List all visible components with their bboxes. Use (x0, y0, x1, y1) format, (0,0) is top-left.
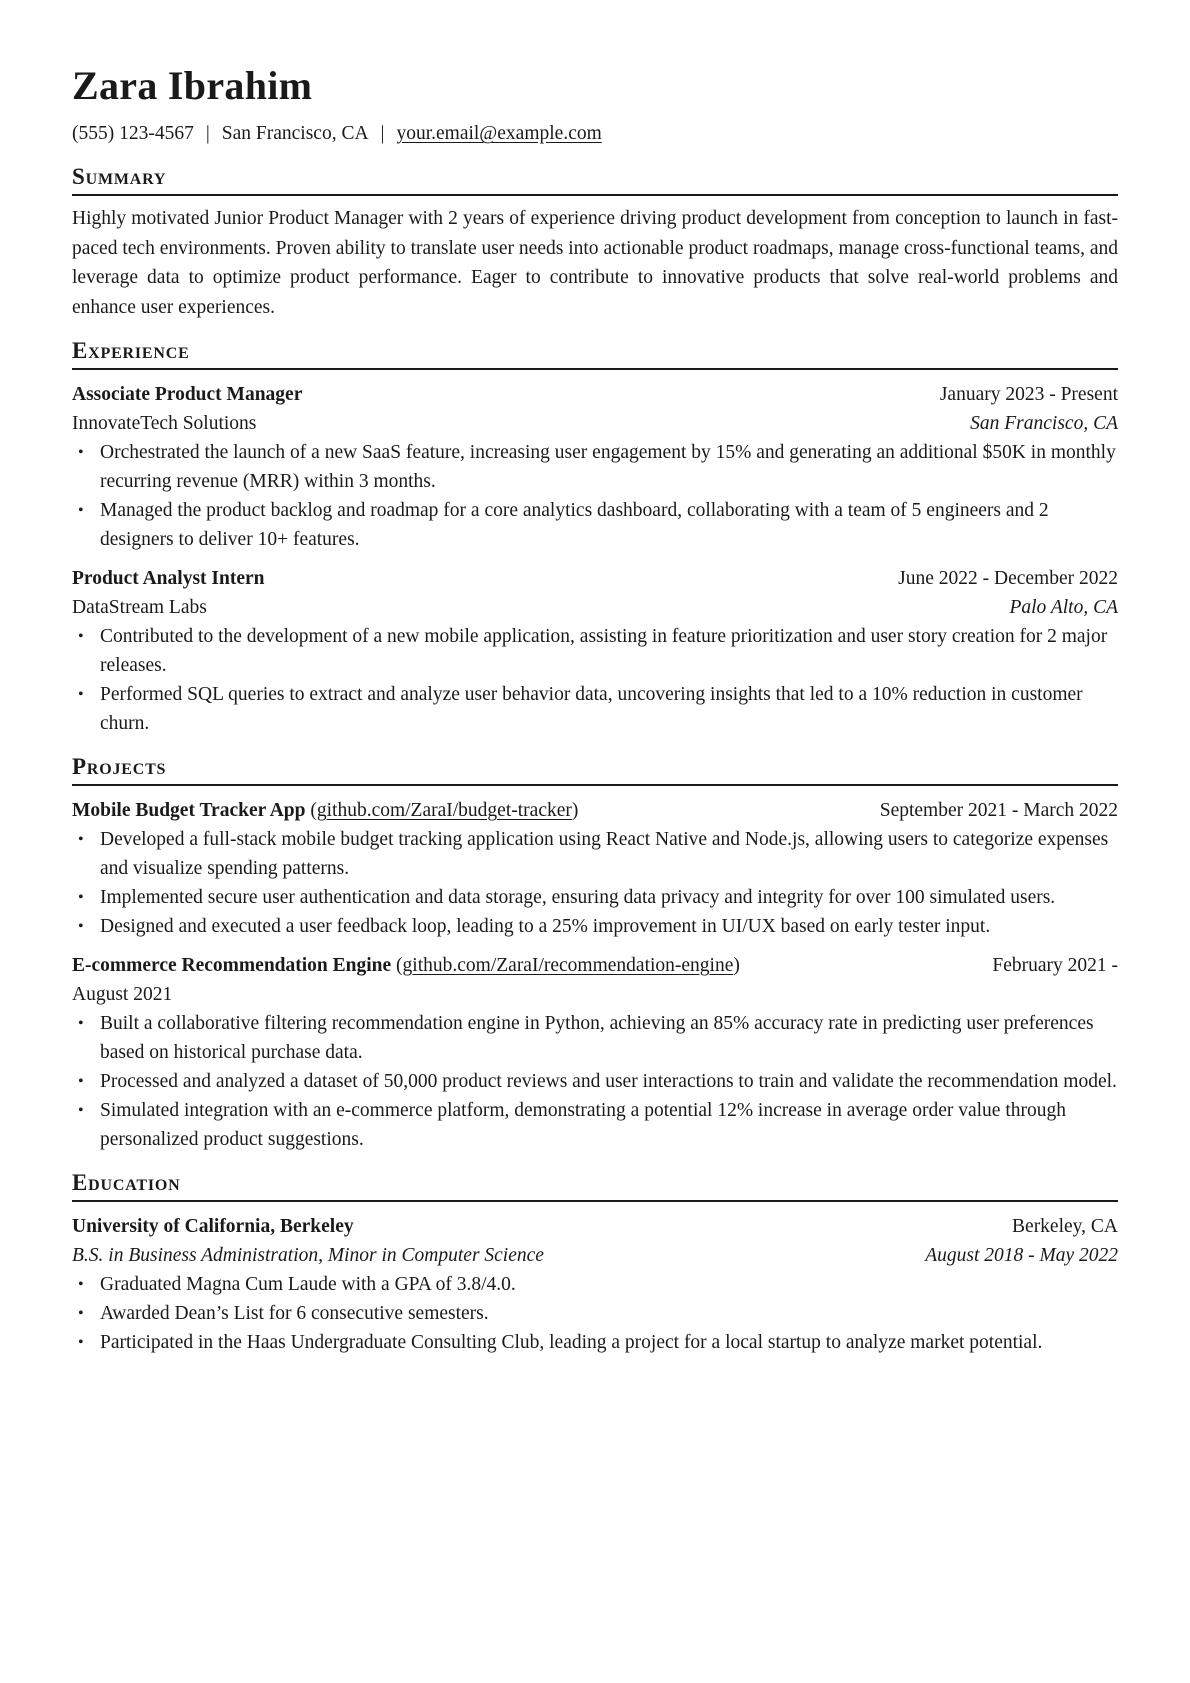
paren-open: ( (396, 955, 403, 976)
bullet-item: • Orchestrated the launch of a new SaaS feature, increasing user engagement by 15% and generating an additional $50K in monthly recurring revenue (MRR) within 3 months. (72, 438, 1118, 496)
bullet-item: • Awarded Dean’s List for 6 consecutive semesters. (72, 1299, 1118, 1328)
paren-open: ( (310, 800, 317, 821)
job-dates: June 2022 - December 2022 (898, 568, 1118, 589)
job-location: San Francisco, CA (970, 413, 1118, 434)
email-link[interactable]: your.email@example.com (396, 123, 602, 144)
section-title-summary: Summary (72, 162, 1118, 196)
bullet-item: • Designed and executed a user feedback loop, leading to a 25% improvement in UI/UX based on early tester input. (72, 912, 1118, 941)
job-title: Associate Product Manager (72, 384, 303, 405)
separator: | (205, 123, 210, 144)
bullet-item: • Graduated Magna Cum Laude with a GPA of 3.8/4.0. (72, 1270, 1118, 1299)
section-title-experience: Experience (72, 336, 1118, 370)
bullet-item: • Participated in the Haas Undergraduate Consulting Club, leading a project for a local startup to analyze market potential. (72, 1328, 1118, 1357)
project-dates-end: August 2021 (72, 984, 173, 1005)
paren-close: ) (571, 800, 579, 821)
project-name: E-commerce Recommendation Engine (72, 955, 392, 976)
paren-close: ) (733, 955, 740, 976)
bullet-list (72, 1009, 1118, 1154)
job-location: Palo Alto, CA (1009, 597, 1118, 618)
project-dates-start: February 2021 - (992, 955, 1118, 976)
bullet-item: • Managed the product backlog and roadmap for a core analytics dashboard, collaborating with a team of 5 engineers and 2 designers to deliver 10+ features. (72, 496, 1118, 554)
bullet-item: • Performed SQL queries to extract and analyze user behavior data, uncovering insights that led to a 10% reduction in customer churn. (72, 680, 1118, 738)
section-title-projects: Projects (72, 752, 1118, 786)
school-location: Berkeley, CA (1012, 1216, 1118, 1237)
project-link[interactable]: github.com/ZaraI/recommendation-engine (402, 955, 734, 976)
project-entry (72, 796, 1118, 941)
bullet-item: • Implemented secure user authentication and data storage, ensuring data privacy and integrity for over 100 simulated users. (72, 883, 1118, 912)
experience-entry (72, 564, 1118, 738)
education-dates: August 2018 - May 2022 (925, 1245, 1118, 1266)
education-entry (72, 1212, 1118, 1357)
experience-section (72, 336, 1118, 738)
phone-number: (555) 123-4567 (72, 123, 194, 144)
bullet-item: • Simulated integration with an e-commerce platform, demonstrating a potential 12% increase in average order value through personalized product suggestions. (72, 1096, 1118, 1154)
bullet-list (72, 1270, 1118, 1357)
project-dates: September 2021 - March 2022 (879, 800, 1118, 821)
company-name: DataStream Labs (72, 597, 207, 618)
separator: | (380, 123, 385, 144)
job-title: Product Analyst Intern (72, 568, 265, 589)
contact-line (72, 120, 1118, 148)
bullet-item: • Developed a full-stack mobile budget tracking application using React Native and Node.js, allowing users to categorize expenses and visualize spending patterns. (72, 825, 1118, 883)
school-name: University of California, Berkeley (72, 1216, 354, 1237)
bullet-list (72, 825, 1118, 941)
projects-section (72, 752, 1118, 1154)
summary-text: Highly motivated Junior Product Manager with 2 years of experience driving product development from conception to launch in fast-paced tech environments. Proven ability to translate user needs into actionable product roadmaps, manage cross-functional teams, and leverage data to optimize product performance. Eager to contribute to innovative products that solve real-world problems and enhance user experiences. (72, 208, 1118, 318)
degree: B.S. in Business Administration, Minor in Computer Science (72, 1245, 544, 1266)
job-dates: January 2023 - Present (939, 384, 1118, 405)
project-link[interactable]: github.com/ZaraI/budget-tracker (316, 800, 572, 821)
project-entry (72, 951, 1118, 1154)
bullet-list (72, 438, 1118, 554)
bullet-item: • Processed and analyzed a dataset of 50,000 product reviews and user interactions to train and validate the recommendation model. (72, 1067, 1118, 1096)
bullet-item: • Built a collaborative filtering recommendation engine in Python, achieving an 85% accuracy rate in predicting user preferences based on historical purchase data. (72, 1009, 1118, 1067)
bullet-item: • Contributed to the development of a new mobile application, assisting in feature prioritization and user story creation for 2 major releases. (72, 622, 1118, 680)
company-name: InnovateTech Solutions (72, 413, 257, 434)
summary-section (72, 162, 1118, 322)
project-name: Mobile Budget Tracker App (72, 800, 306, 821)
candidate-name: Zara Ibrahim (72, 63, 313, 108)
experience-entry (72, 380, 1118, 554)
bullet-list (72, 622, 1118, 738)
education-section (72, 1168, 1118, 1357)
section-title-education: Education (72, 1168, 1118, 1202)
location: San Francisco, CA (221, 123, 369, 144)
